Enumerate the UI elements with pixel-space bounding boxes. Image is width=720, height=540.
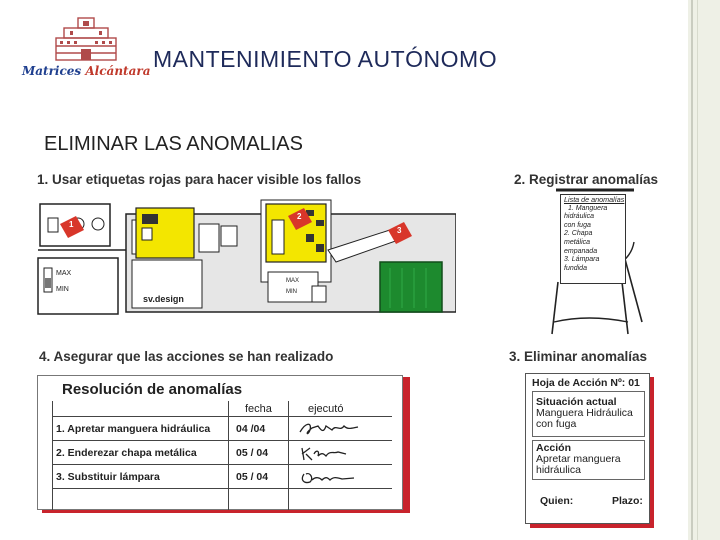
tag-number-2: 2	[297, 212, 302, 221]
tank-max-label: MAX	[56, 270, 72, 277]
action-sheet	[525, 373, 650, 524]
signature-image	[296, 442, 360, 464]
anomaly-list-line: 1. Manguera	[568, 204, 608, 212]
resolution-card	[37, 375, 403, 510]
step-4-label: 4. Asegurar que las acciones se han realizado	[39, 349, 334, 364]
signature-image	[296, 466, 360, 488]
machine-illustration	[36, 190, 456, 325]
who-label: Quien:	[540, 495, 574, 507]
tag-number-3: 3	[397, 226, 402, 235]
anomaly-list-title: Lista de anomalías	[564, 195, 625, 204]
slide-subtitle: ELIMINAR LAS ANOMALIAS	[44, 133, 303, 155]
row-action: 3. Substituir lámpara	[56, 471, 160, 483]
action-line: Apretar manguera	[536, 453, 621, 465]
slide-frame-line	[691, 0, 693, 540]
anomaly-list-line: con fuga	[564, 221, 591, 229]
row-date: 05 / 04	[236, 471, 269, 483]
tag-number-1: 1	[69, 220, 74, 229]
column-header-executed: ejecutó	[308, 403, 344, 415]
anomaly-list-line: fundida	[564, 264, 587, 272]
resolution-title: Resolución de anomalías	[62, 381, 243, 398]
row-action: 2. Enderezar chapa metálica	[56, 447, 197, 459]
company-logo	[22, 14, 152, 84]
current-situation-box	[532, 391, 645, 437]
anomaly-list-sheet	[560, 194, 626, 284]
current-situation-label: Situación actual	[536, 396, 617, 408]
anomaly-list-line: 3. Lámpara	[564, 256, 600, 264]
action-label: Acción	[536, 442, 572, 454]
action-box	[532, 440, 645, 480]
panel-max-label: MAX	[286, 278, 300, 284]
row-action: 1. Apretar manguera hidráulica	[56, 423, 211, 435]
logo-word-alcantara: Alcántara	[85, 64, 151, 78]
row-date: 05 / 04	[236, 447, 269, 459]
building-icon	[50, 16, 122, 64]
action-line: hidráulica	[536, 464, 581, 476]
step-3-label: 3. Eliminar anomalías	[509, 349, 648, 364]
step-1-label: 1. Usar etiquetas rojas para hacer visible los fallos	[37, 172, 362, 187]
flipchart-illustration	[548, 188, 644, 343]
signature-image	[296, 418, 360, 440]
table-row	[52, 441, 392, 465]
machine-drawing	[36, 190, 456, 320]
anomaly-list-line: metálica	[564, 238, 591, 246]
step-2-label: 2. Registrar anomalías	[514, 172, 659, 187]
tank-min-label: MIN	[56, 286, 69, 293]
deadline-label: Plazo:	[612, 495, 643, 507]
table-row	[52, 465, 392, 489]
current-situation-line: Manguera Hidráulica	[536, 407, 633, 419]
table-row	[52, 417, 392, 441]
action-sheet-heading: Hoja de Acción Nº: 01	[532, 377, 640, 389]
current-situation-line: con fuga	[536, 418, 577, 430]
slide-frame-line	[697, 0, 698, 540]
slide-title: MANTENIMIENTO AUTÓNOMO	[153, 46, 498, 72]
machine-brand-label: sv.design	[143, 294, 184, 304]
row-date: 04 /04	[236, 423, 266, 435]
anomaly-list-line: 2. Chapa	[564, 230, 593, 238]
anomaly-list-line: hidráulica	[564, 213, 594, 221]
logo-word-matrices: Matrices	[22, 64, 82, 78]
logo-wordmark	[22, 64, 162, 78]
anomaly-list-line: empanada	[564, 247, 598, 255]
panel-min-label: MIN	[286, 289, 297, 295]
column-header-date: fecha	[245, 403, 272, 415]
